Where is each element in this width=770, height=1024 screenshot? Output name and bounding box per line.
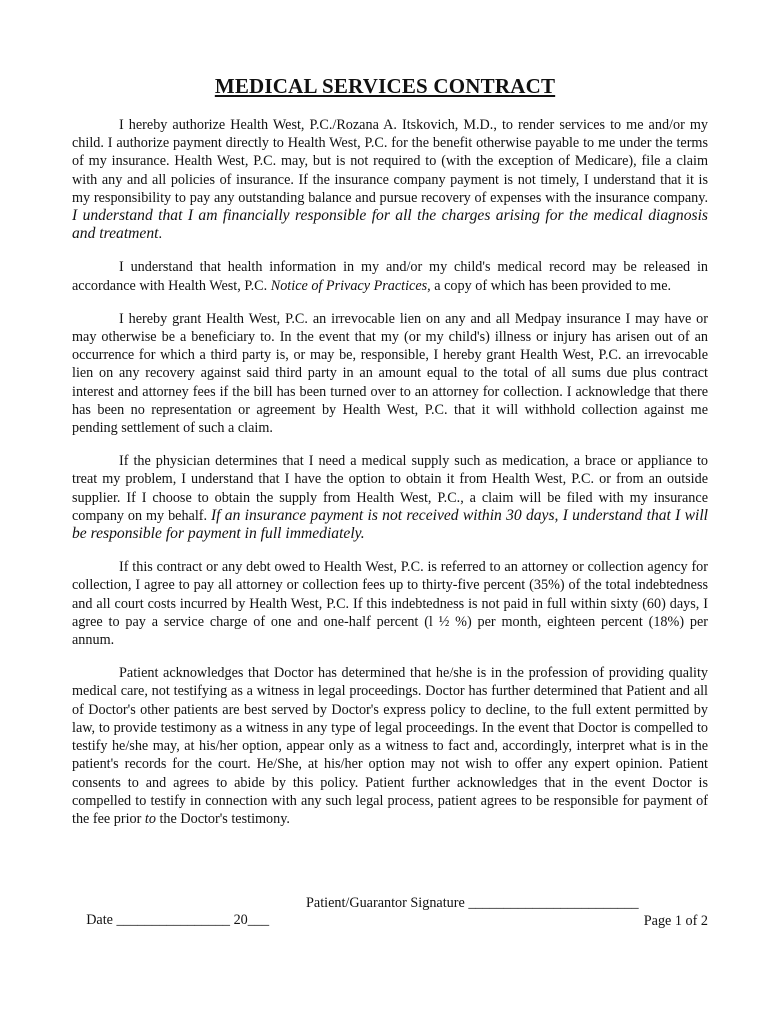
authorization-text: I hereby authorize Health West, P.C./Rozana A. Itskovich, M.D., to render services to me and/or my child. I authorize payment directly to Health West, P.C. for the benefit otherwise payable to me under the terms of my insurance. Health West, P.C. may, but is not required to (with the exception of Medicare), file a claim with any and all policies of insurance. If the insurance company payment is not timely, I understand that it is my responsibility to pay any outstanding balance and pursue recovery of expenses with the insurance company. [72, 117, 708, 206]
paragraph-privacy [72, 258, 708, 294]
contract-body [72, 116, 708, 843]
document-title: MEDICAL SERVICES CONTRACT [214, 74, 556, 98]
lien-text: I hereby grant Health West, P.C. an irrevocable lien on any and all Medpay insurance I may have or may otherwise be a beneficiary to. In the event that my (or my child's) illness or injury has arisen out of an occurrence for which a third party is, or may be, responsible, I hereby grant Health West, P.C. an irrevocable lien on any recovery against said third party in an amount equal to the total of all sums due plus contract interest and attorney fees if the bill has been turned over to an attorney for collection. I acknowledge that there has been no representation or agreement by Health West, P.C. that it will withhold collection against me pending settlement of such a claim. [72, 310, 708, 437]
date-field[interactable]: Date ________________ 20___ [86, 912, 270, 928]
testimony-italic-word: to [144, 810, 156, 827]
collection-text: If this contract or any debt owed to Health West, P.C. is referred to an attorney or collection agency for collection, I agree to pay all attorney or collection fees up to thirty-five percent (35%) of the total indebtedness and all court costs incurred by Health West, P.C. If this indebtedness is not paid in full within sixty (60) days, I agree to pay a service charge of one and one-half percent (l ½ %) per month, eighteen percent (18%) per annum. [72, 559, 708, 649]
testimony-text-before: Patient acknowledges that Doctor has determined that he/she is in the profession of providing quality medical care, not testifying as a witness in legal proceedings. Doctor has further determined that Patient and all of Doctor's other patients are best served by Doctor's express policy to decline, to the full extent permitted by law, to provide testimony as a witness in any type of legal proceedings. In the event that Doctor is compelled to testify he/she may, at his/her option, appear only as a witness to fact and, accordingly, interpret what is in the patient's records for the court. He/She, at his/her option may not wish to offer any expert opinion. Patient consents to and agrees to abide by this policy. Patient further acknowledges that in the event Doctor is compelled to testify in connection with any such legal process, patient agrees to be responsible for payment of the fee prior [72, 665, 708, 827]
paragraph-testimony [72, 664, 708, 828]
signature-line [72, 895, 708, 963]
paragraph-medical-supply [72, 452, 708, 543]
testimony-text-after: the Doctor's testimony. [155, 810, 290, 827]
paragraph-collection [72, 558, 708, 649]
page-number: Page 1 of 2 [643, 913, 708, 929]
payment-deadline-statement: If an insurance payment is not received within 30 days, I understand that I will be responsible for payment in full immediately. [72, 506, 708, 543]
patient-signature-field[interactable]: Patient/Guarantor Signature ________________________ [306, 895, 639, 911]
privacy-text-before: I understand that health information in my and/or my child's medical record may be released in accordance with Health West, P.C. [72, 259, 708, 294]
paragraph-lien [72, 310, 708, 437]
financial-responsibility-statement: I understand that I am financially responsible for all the charges arising for the medical diagnosis and treatment [72, 207, 708, 243]
paragraph-authorization [72, 116, 708, 243]
medical-supply-text: If the physician determines that I need a medical supply such as medication, a brace or appliance to treat my problem, I understand that I have the option to obtain it from Health West, P.C. or from an outside supplier. If I choose to obtain the supply from Health West, P.C., a claim will be filed with my insurance company on my behalf. [72, 453, 708, 524]
privacy-notice-title: Notice of Privacy Practices [270, 277, 428, 294]
privacy-text-after: , a copy of which has been provided to me. [427, 277, 672, 294]
authorization-period: . [158, 226, 163, 243]
